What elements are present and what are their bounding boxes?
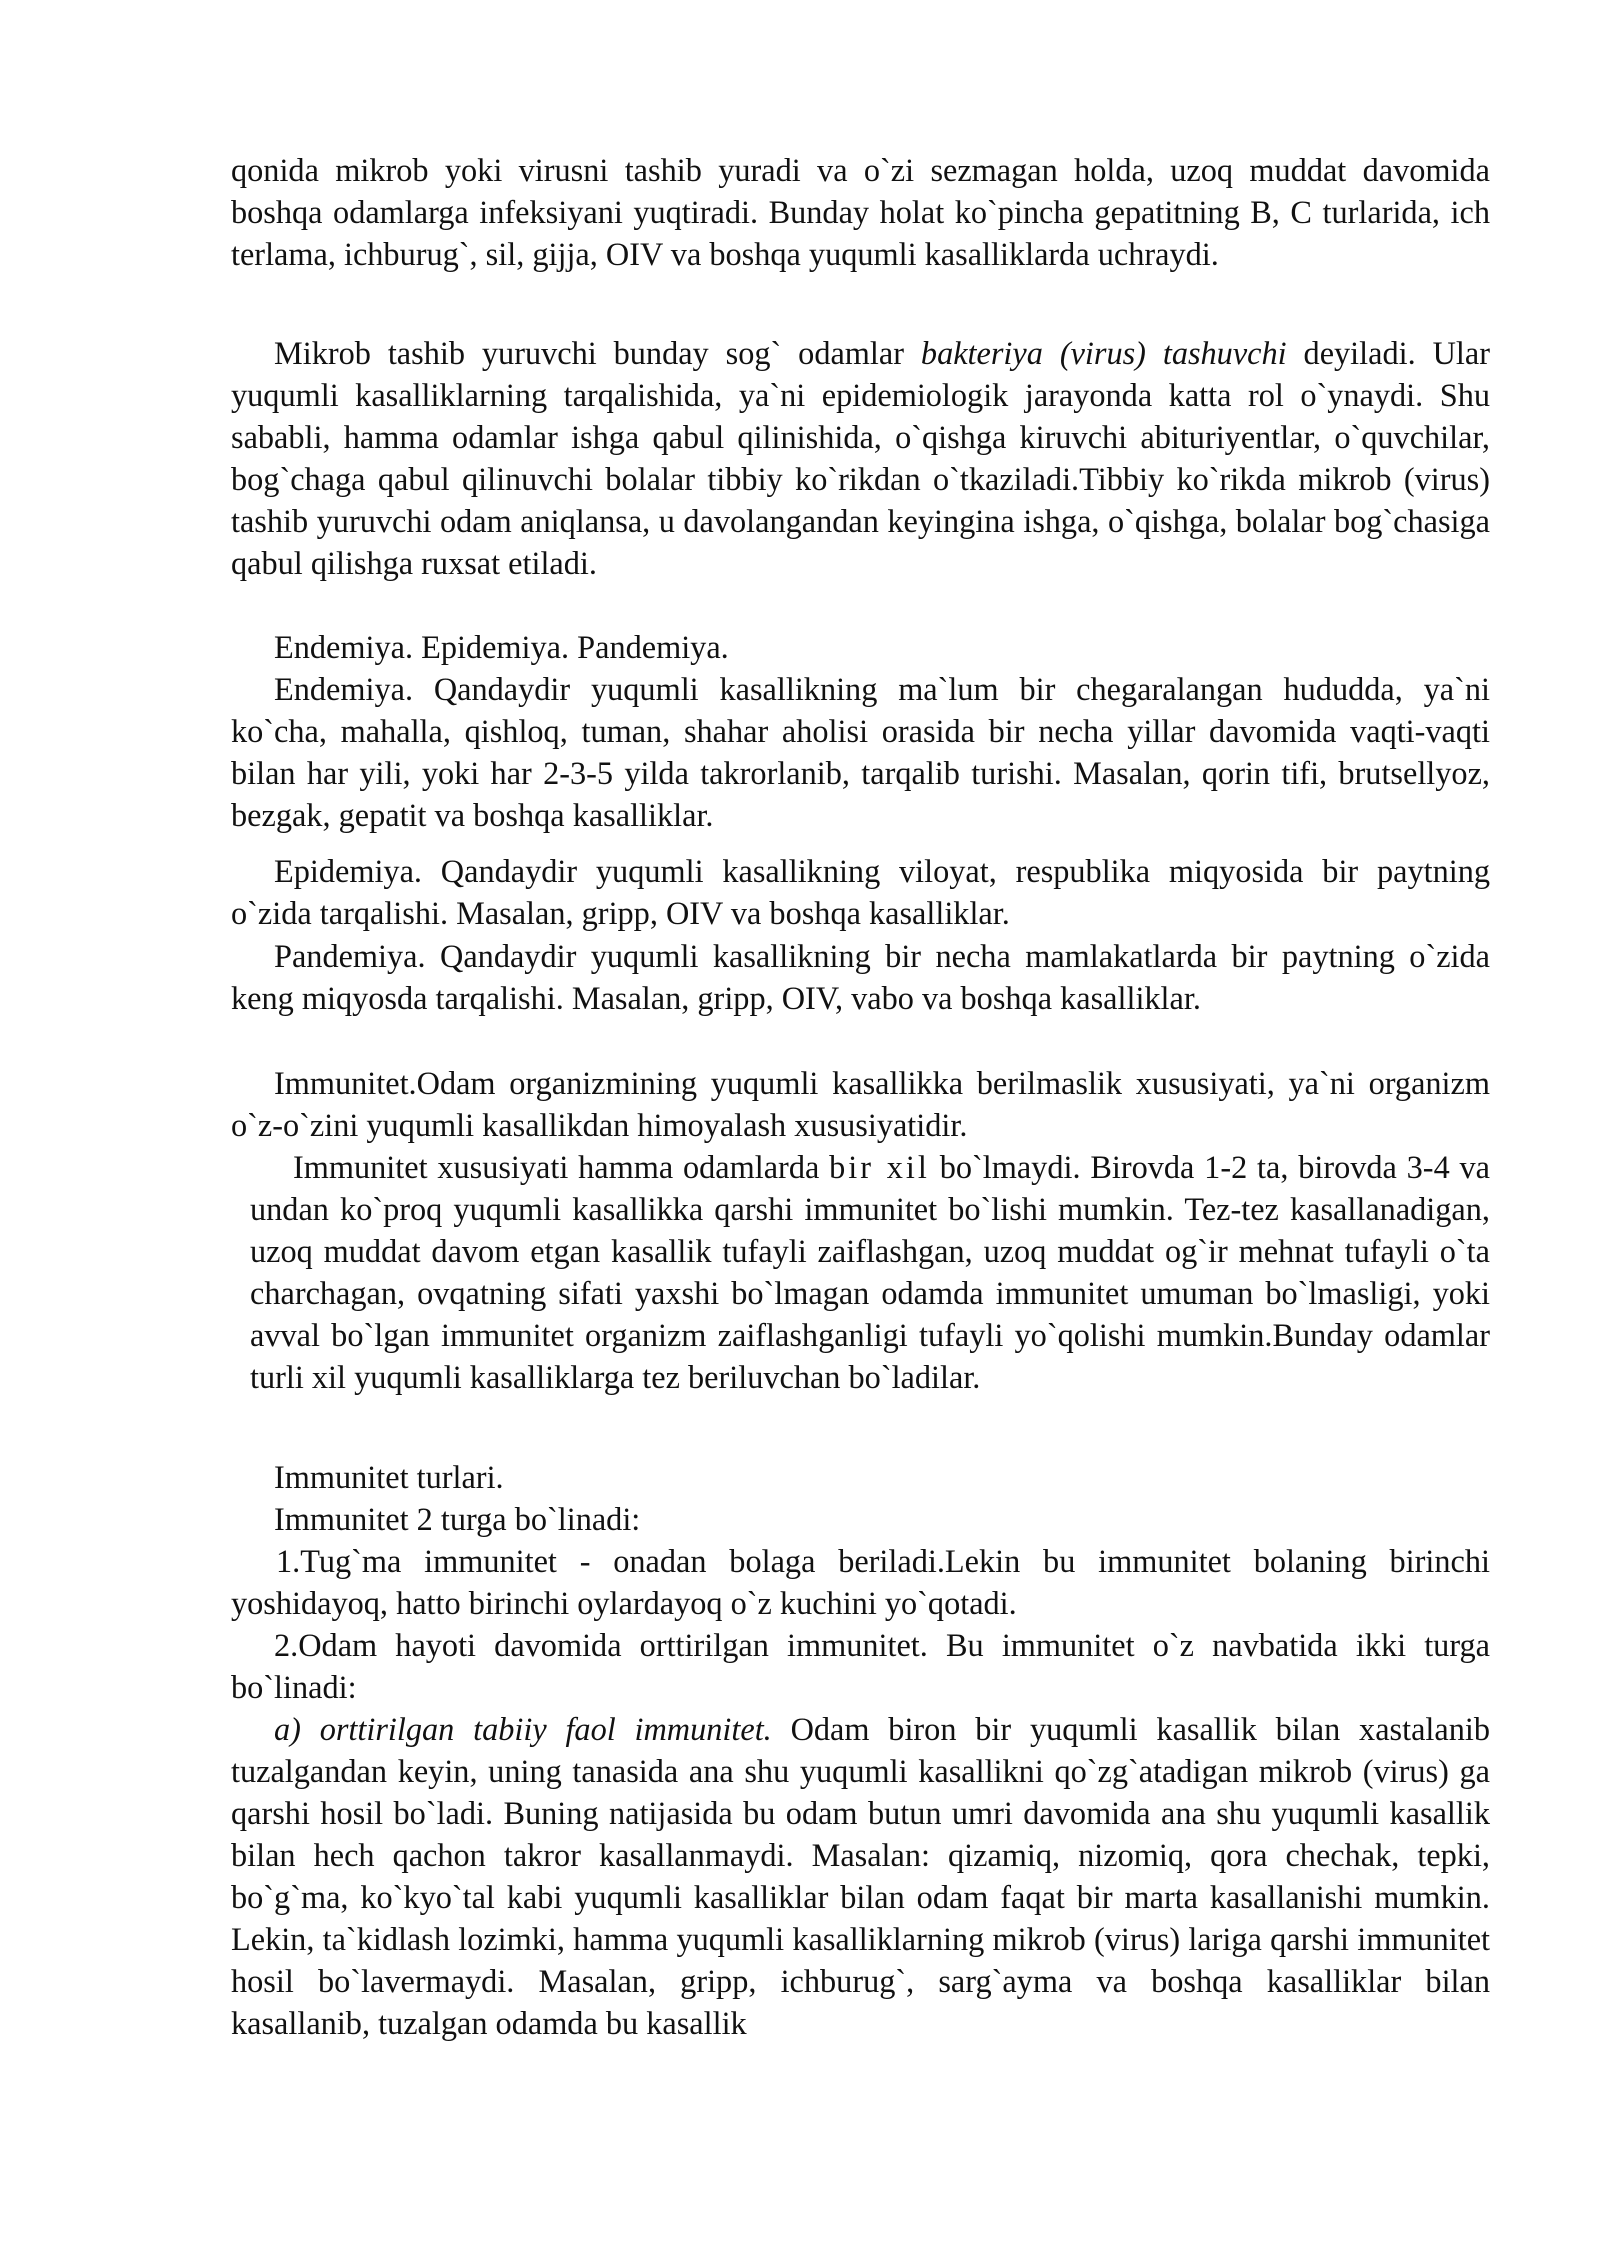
paragraph-immunitet-xususiyati (250, 1146, 1490, 1398)
paragraph-epidemiya (231, 850, 1490, 934)
paragraph-text: bo`lmaydi. Birovda 1-2 ta, birovda 3-4 va undan ko`proq yuqumli kasallikka qarshi immunitet bo`lishi mumkin. Tez-tez kasallanadigan, uzoq muddat davom etgan kasallik tufayli zaiflashgan, uzoq muddat og`ir mehnat tufayli o`ta charchagan, ovqatning sifati yaxshi bo`lmagan odamda immunitet umuman bo`lmasligi, yoki avval bo`lgan immunitet organizm zaiflashganligi tufayli yo`qolishi mumkin.Bunday odamlar turli xil yuqumli kasalliklarga tez beriluvchan bo`ladilar. (250, 1149, 1490, 1395)
paragraph-carrier-definition (231, 332, 1490, 584)
heading-endemiya-epidemiya-pandemiya (231, 626, 1490, 668)
paragraph-tugma-immunitet (231, 1540, 1490, 1624)
paragraph-tabiiy-faol-immunitet (231, 1708, 1490, 2044)
paragraph-text: 2.Odam hayoti davomida orttirilgan immunitet. Bu immunitet o`z navbatida ikki turga bo`linadi: (231, 1627, 1490, 1705)
paragraph-text: Endemiya. Epidemiya. Pandemiya. (274, 629, 729, 665)
italic-term: bakteriya (virus) tashuvchi (920, 335, 1287, 371)
spaced-text: bir xil (829, 1149, 930, 1185)
paragraph-text: Immunitet xususiyati hamma odamlarda (293, 1149, 830, 1185)
paragraph-orttirilgan-immunitet (231, 1624, 1490, 1708)
paragraph-text: Immunitet turlari. (274, 1459, 504, 1495)
paragraph-text: Epidemiya. Qandaydir yuqumli kasallikning viloyat, respublika miqyosida bir paytning o`zida tarqalishi. Masalan, gripp, OIV va boshqa kasalliklar. (231, 853, 1490, 931)
paragraph-text: Odam biron bir yuqumli kasallik bilan xastalanib tuzalgandan keyin, uning tanasida ana shu yuqumli kasallikni qo`zg`atadigan mikrob (virus) ga qarshi hosil bo`ladi. Buning natijasida bu odam butun umri davomida ana shu yuqumli kasallik bilan hech qachon takror kasallanmaydi. Masalan: qizamiq, nizomiq, qora chechak, tepki, bo`g`ma, ko`kyo`tal kabi yuqumli kasalliklar bilan odam faqat bir marta kasallanishi mumkin. Lekin, ta`kidlash lozimki, hamma yuqumli kasalliklarning mikrob (virus) lariga qarshi immunitet hosil bo`lavermaydi. Masalan, gripp, ichburug`, sarg`ayma va boshqa kasalliklar bilan kasallanib, tuzalgan odamda bu kasallik (231, 1711, 1490, 2041)
paragraph-pandemiya (231, 935, 1490, 1019)
heading-immunitet-turlari (231, 1456, 1490, 1498)
paragraph-immunitet-2-turga (231, 1498, 1490, 1540)
paragraph-text: Mikrob tashib yuruvchi bunday sog` odamlar (274, 335, 921, 371)
paragraph-text: Endemiya. Qandaydir yuqumli kasallikning ma`lum bir chegaralangan hududda, ya`ni ko`cha, mahalla, qishloq, tuman, shahar aholisi orasida bir necha yillar davomida vaqti-vaqti bilan har yili, yoki har 2-3-5 yilda takrorlanib, tarqalib turishi. Masalan, qorin tifi, brutsellyoz, bezgak, gepatit va boshqa kasalliklar. (231, 671, 1490, 833)
paragraph-immunitet-definition (231, 1062, 1490, 1146)
paragraph-carrier-intro (231, 149, 1490, 275)
paragraph-text: qonida mikrob yoki virusni tashib yuradi va o`zi sezmagan holda, uzoq muddat davomida boshqa odamlarga infeksiyani yuqtiradi. Bunday holat ko`pincha gepatitning B, C turlarida, ich terlama, ichburug`, sil, gijja, OIV va boshqa yuqumli kasalliklarda uchraydi. (231, 152, 1490, 272)
italic-term: a) orttirilgan tabiiy faol immunitet. (274, 1711, 772, 1747)
paragraph-text: Immunitet 2 turga bo`linadi: (274, 1501, 641, 1537)
paragraph-text: deyiladi. Ular yuqumli kasalliklarning tarqalishida, ya`ni epidemiologik jarayonda katta rol o`ynaydi. Shu sababli, hamma odamlar ishga qabul qilinishida, o`qishga kiruvchi abituriyentlar, o`quvchilar, bog`chaga qabul qilinuvchi bolalar tibbiy ko`rikdan o`tkaziladi.Tibbiy ko`rikda mikrob (virus) tashib yuruvchi odam aniqlansa, u davolangandan keyingina ishga, o`qishga, bolalar bog`chasiga qabul qilishga ruxsat etiladi. (231, 335, 1490, 581)
paragraph-text: Pandemiya. Qandaydir yuqumli kasallikning bir necha mamlakatlarda bir paytning o`zida keng miqyosda tarqalishi. Masalan, gripp, OIV, vabo va boshqa kasalliklar. (231, 938, 1490, 1016)
paragraph-endemiya (231, 668, 1490, 836)
paragraph-text: 1.Tug`ma immunitet - onadan bolaga beriladi.Lekin bu immunitet bolaning birinchi yoshidayoq, hatto birinchi oylardayoq o`z kuchini yo`qotadi. (231, 1543, 1490, 1621)
paragraph-text: Immunitet.Odam organizmining yuqumli kasallikka berilmaslik xususiyati, ya`ni organizm o`z-o`zini yuqumli kasallikdan himoyalash xususiyatidir. (231, 1065, 1490, 1143)
